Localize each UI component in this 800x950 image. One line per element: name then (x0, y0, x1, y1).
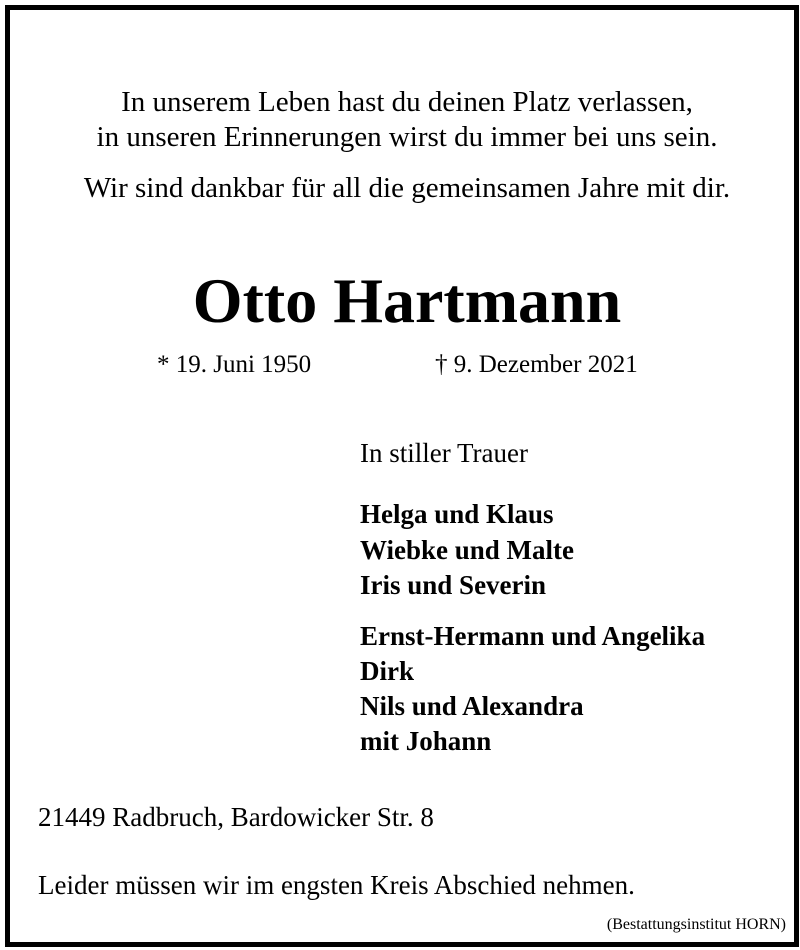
mourner-name: Nils und Alexandra (360, 691, 584, 721)
mourner-name: Dirk (360, 656, 414, 686)
poem-line-2: in unseren Erinnerungen wirst du immer bei uns sein. (96, 121, 718, 153)
mourner-name: Ernst-Hermann und Angelika (360, 621, 706, 651)
mourner-name: Helga und Klaus (360, 499, 554, 529)
mourner-name: mit Johann (360, 726, 492, 756)
funeral-home: (Bestattungsinstitut HORN) (606, 916, 786, 933)
deceased-name: Otto Hartmann (192, 265, 622, 336)
birth-date: * 19. Juni 1950 (157, 351, 312, 378)
mourning-intro: In stiller Trauer (360, 438, 528, 468)
mourner-name: Iris und Severin (360, 570, 547, 600)
death-date: † 9. Dezember 2021 (435, 351, 638, 378)
mourner-name: Wiebke und Malte (360, 535, 575, 565)
poem-line-1: In unserem Leben hast du deinen Platz verlassen, (121, 86, 693, 118)
obituary-notice (5, 5, 799, 947)
poem-line-3: Wir sind dankbar für all die gemeinsamen Jahre mit dir. (83, 172, 731, 204)
farewell-note: Leider müssen wir im engsten Kreis Abschied nehmen. (38, 870, 635, 900)
address: 21449 Radbruch, Bardowicker Str. 8 (38, 802, 434, 832)
